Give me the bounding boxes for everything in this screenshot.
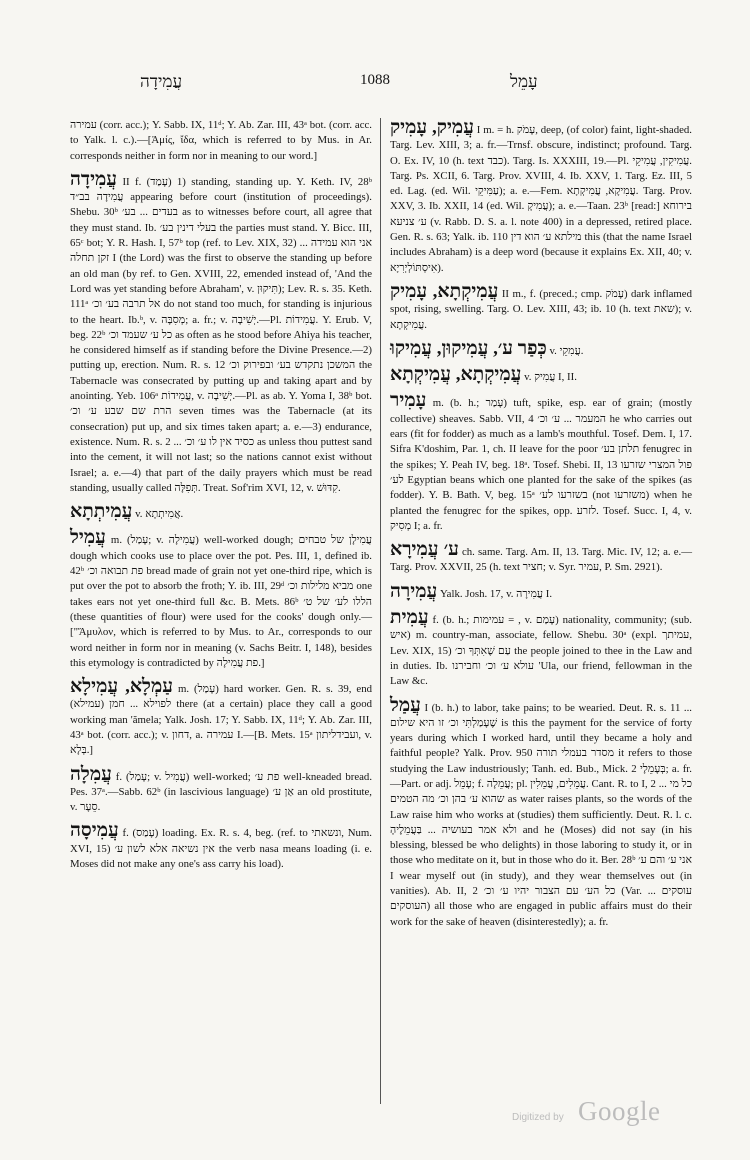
entry-text: v. עֲמִיק I, II. [524,371,577,384]
dictionary-entry [390,608,692,689]
entry-headword: עֲמִיקְתָא, עָמִיק [390,280,499,302]
dictionary-entry [70,502,372,522]
entry-headword: כְּפַר ע׳, עֲמִיקוּן, עֲמִיקוּ [390,337,547,359]
entry-text: II f. (עָמַד) 1) standing, standing up. Y. Keth. IV, 28ᵇ עֲמִידָה בב״ד appearing before court (institution of proceedings). Shebu. 30ᵇ בעדים ... בע׳ as to witnesses before court, all agree that they must stand. Ib. בעלי דינין בע׳ the parties must stand. Y. Bicc. III, 65ᶜ bot; Y. R. Hash. I, 57ᵇ top (ref. to Lev. XIX, 32) ... אני הוא עמידה זקן תחלה I (the Lord) was the first to observe the standing up before an old man (by ref. to Gen. XVIII, 22, emended instead of, 'And the Lord was yet standing before Abraham', v. תִּיקוּן); Lev. R. s. 35. Keth. 111ᵃ אל תרבה בע׳ וכ׳ do not stand too much, for standing is injurious to the heart. Ib.ᵇ, v. מְסִבָּה; a. fr.; v. יְשִׁיבָה.—Pl. עֲמִידוֹת. Y. Erub. V, beg. 22ᵇ כל ע׳ שעמד וכ׳ as often as he stood before Ahiya his teacher, he considered himself as if standing before the Divine Presence.—2) putting up, erection. Num. R. s. 12 המשכן נתקדש בע׳ ובפירוק וכ׳ the Tabernacle was consecrated by putting up and taking apart and by anointing. Yeb. 106ᵃ עֲמִידוֹת, v. יְשִׁיבָה.—Pl. as ab. Y. Yoma I, 38ᵇ bot. הרת שם שבע ע׳ וכ׳ seven times was the Tabernacle (at its consecration) put up, and six times taken apart; a. e.—3) endurance, existence. Num. R. s. 2 ... כסיד אין לו ע׳ וכ׳ as unless thou puttest sand into the cement, it will not last; so the nations cannot exist without Israel; a. e.—4) that part of the daily prayers which must be read standing, usually called תְּפִלָּה. Treat. Sof'rim XVI, 12, v. קִדּוּשׁ. [70,175,373,494]
entry-headword: עֲמִירָה [390,580,438,602]
dictionary-entry [390,582,692,602]
dictionary-entry [390,282,692,333]
entry-headword: עֲמִית [390,607,429,629]
dictionary-entry [70,821,372,872]
entry-headword: עָמִיר [390,390,427,412]
entry-headword: עֲמִידָה [70,168,118,190]
entry-headword: עֲמִיק, עָמִיק [390,117,474,138]
left-column [70,118,372,878]
entry-headword: עֲמַל [390,694,421,716]
dictionary-entry [390,391,692,534]
entry-text: m. (b. h.; עָמַר) tuft, spike, esp. ear of grain; (mostly collective) sheaves. Sabb. VII, 4 המעמר ... ע׳ וכ׳ he who carries out ears (fit for fodder) as much as a lamb's mouthful. Tosef. Dem. I, 17. Sifra K'doshim, Par. 1, ch. II leave for the poor תלתן בע׳ fenugrec in the spikes; Y. Peah IV, beg. 18ᵃ. Tosef. Shebi. II, 13 פול המצרי שזרעו לע׳ Egyptian beans which one planted for the sake of the spikes (as fodder). Y. B. Bath. V, beg. 15ᵃ בשזרעו לע׳ (not משזרעו) when he planted the fenugrec for the spikes, opp. לזרע. Tosef. Succ. I, 4, v. מְסִיק I; a. fr. [390,397,693,532]
page-number: 1088 [360,72,390,88]
entry-text: m. (עָמַל; v. עֲמִילָה) well-worked dough; עֲמִילָן של טבחים dough which cooks use to place over the pot. Pes. III, 1, defined ib. 42ᵇ פת תבואה וכ׳ bread made of grain not yet one-third ripe, which is put over the pot to absorb the froth; Y. ib. III, 29ᵈ מביא מלילות וכ׳ one takes ears not yet one-third full &c. B. Mets. 86ᵇ הללו לע׳ של ט׳ (these quantities of flour) were used for the cooks' dough only.—["Ἄμυλον, which is referred to by Mus. to Ar., corresponds to our word neither in form nor in meaning (v. Sachs Beitr. I, 148), besides this etymology is contradicted by פת עֲמִילָה.] [70,534,373,669]
entry-text: I m. = h. עָמֹק, deep, (of color) faint, light-shaded. Targ. Lev. XIII, 3; a. fr.—Trnsf. obscure, indistinct; profound. Targ. O. Ex. IV, 10 (h. text כבד). Targ. Is. XXXIII, 19.—Pl. עֲמִיקִין, עֲמִיקֵי. Targ. Ps. XCII, 6. Targ. Prov. XVIII, 4. Ib. XXV, 1. Targ. Ez. III, 5 ed. Lag. (ed. Wil. עַמִּיקֵי); a. e.—Fem. עֲמִיקָא, עֲמִיקְתָא. Targ. Prov. XXV, 3. Ib. XXII, 14 (ed. Wil. עֲמִיקָ); a. e.—Taan. 23ᵇ [read:] בירוחא ע׳ צניעא (v. Rabb. D. S. a. l. note 400) in a depressed, retired place. Gen. R. s. 63; Yalk. ib. 110 מילתא ע׳ הוא דין this (that the name Israel includes Abraham) is a deep word (because it explains Ex. XII, 40; v. אִיסְתּוֹלְיְרִיָא). [390,124,692,274]
dictionary-entry [390,696,692,930]
right-column [390,118,692,936]
entry-text: m. (עָמַל) hard worker. Gen. R. s. 39, end לפוילא ... חמן (עמילא) there (at a certain) place they call a good working man 'ămela; Yalk. Josh. 17; Y. Sabb. IX, 11ᵈ; Y. Ab. Zar. III, 43ᵃ bot. (corr. acc.); v. דחון, a. עמירה I.—[B. Mets. 15ᵃ ועבידליתון, v. בְּלָא.] [70,683,373,757]
digitized-watermark [510,1092,690,1132]
dictionary-entry [70,528,372,671]
entry-headword: עֲמִיקְתָא, עֲמִיקְתָא [390,364,522,386]
entry-text: f. (עָמַל; v. עֲמִיל) well-worked; פת ע׳ well-kneaded bread. Pes. 37ᵃ.—Sabb. 62ᵇ (in lascivious language) אַן ע׳ an old prostitute, v. סֵעָר. [70,770,373,814]
dictionary-entry [70,765,372,816]
entry-text: v. אֲמִיתְתָא. [135,508,184,521]
dictionary-entry [390,540,692,576]
dictionary-entry [390,365,692,385]
header-right-headword: עָמֵל [510,72,538,91]
dictionary-entry [390,118,692,276]
entry-text: v. עֲמִקֵי. [549,344,584,357]
google-logo: Google [578,1096,661,1126]
dictionary-entry [70,170,372,496]
entry-text: f. (b. h.; עמימות = , v. עָמַם) nationality, community; (sub. איש) m. country-man, associate, fellow. Shebu. 30ᵃ (expl. עמיתך, Lev. XIX, 15) עַם שֶׁאִתְּךָ וכ׳ the people joined to thee in the Law and in duties. Ib. עולא ע׳ וכ׳ וחבירנו 'Ula, our friend, fellowman in the Law &c. [390,614,693,688]
continuation-text: עמירה (corr. acc.); Y. Sabb. IX, 11ᵈ; Y. Ab. Zar. III, 43ᵃ bot. (corr. acc. to Yalk. l. c.).—[Ἀμίς, ἴδα, which is referred to by Mus. in Ar. corresponds neither in form nor in meaning to our word.] [70,119,372,162]
header-left-headword: עֲמִידָה [140,72,183,91]
entry-headword: עֲמִיתְתָא [70,501,133,523]
entry-text: f. (עָמַס) loading. Ex. R. s. 4, beg. (ref. to ונשאתי, Num. XVI, 15) אין נשיאה אלא לשון ע׳ the verb nasa means loading (i. e. Moses did not make any one's ass carry his load). [70,827,373,871]
entry-text: Yalk. Josh. 17, v. עֲמִירָה I. [439,587,553,600]
entry-text: I (b. h.) to labor, take pains; to be wearied. Deut. R. s. 11 ... שֶׁעָמַלְתִּי וכ׳ זו היא שילום is this the payment for the service of forty years during which I worked hard, until they became a holy and faithful people? Yalk. Prov. 950 מסדר בעמלי תורה it refers to those studying the Law industriously; Tanh. ed. Bub., Mick. 2 בְּעָמֵלָי; a. fr.—Part. or adj. עָמֵל; f. עֲמֵלָה; pl. עֲמֵלִים, עֲמֵלִין. Cant. R. to I, 2 ... כל מי שהוא ע׳ בהן וכ׳ מה הטמים as water raises plants, so the words of the Law raise him who works at (studies) them sufficiently. Deut. R. l. c. ולא אמר בעושיה ... בַּעֲמֵלֶיהָ and he (Moses) did not say (in his blessing, blessed be who delights) in those laboring to study it, or in those who meditate on it, but in those who do it. Ber. 28ᵇ אני ע׳ והם ע׳ I wear myself out (in study), and they wear themselves out (in vanities). Ab. II, 2 כל הע׳ עם הצבור יהיו ע׳ וכ׳ (Var. עוסקים ... (העוסקים all those who are engaged in public affairs must do their work for the sake of heaven (disinterestedly); a. fr. [390,701,693,928]
dictionary-entry [390,339,692,359]
running-header [0,72,750,96]
watermark-prefix: Digitized by [512,1112,564,1123]
entry-text: ch. same. Targ. Am. II, 13. Targ. Mic. IV, 12; a. e.—Targ. Prov. XXVII, 25 (h. text חציר; v. Syr. עמיר, P. Sm. 2921). [390,546,692,574]
entry-headword: עֲמִלָה [70,763,112,785]
entry-headword: עֲמִיסָה [70,820,119,842]
entry-headword: עַמְלָא, עֲמִילָא [70,676,173,698]
entry-headword: עֲמִיל [70,527,106,549]
column-divider [380,118,381,1104]
entry-text: II m., f. (preced.; cmp. עָמֹק) dark inflamed spot, rising, swelling. Targ. O. Lev. XIII, 43; ib. 10 (h. text שאת); v. עֲמִיקְתָא. [390,287,692,331]
entry-headword: ע׳ עֲמִירָא [390,539,459,561]
dictionary-entry [70,677,372,758]
